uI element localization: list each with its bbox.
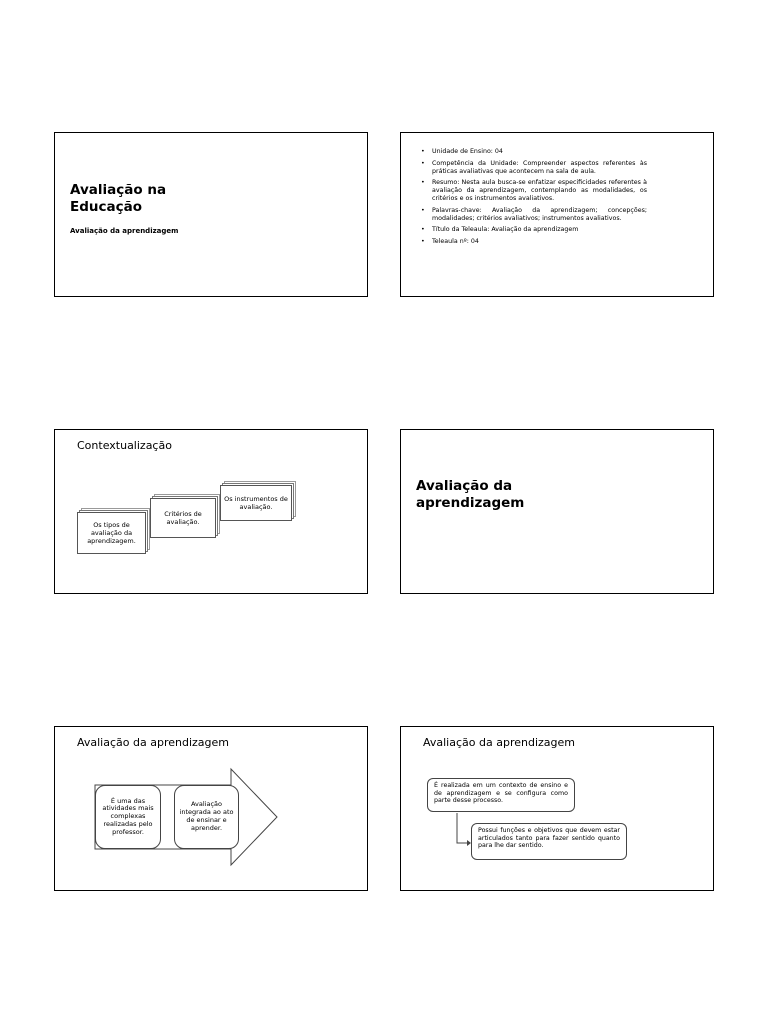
bullet-item: • Teleaula nº: 04 <box>421 238 647 246</box>
arrow-box-right: Avaliação integrada ao ato de ensinar e aprender. <box>174 785 239 849</box>
slide-5-title: Avaliação da aprendizagem <box>77 736 229 749</box>
bullet-item: • Título da Teleaula: Avaliação da aprendizagem <box>421 226 647 234</box>
slide-6-title: Avaliação da aprendizagem <box>423 736 575 749</box>
info-box-context: É realizada em um contexto de ensino e de aprendizagem e se configura como parte desse processo. <box>427 778 575 812</box>
slide-4 <box>400 429 714 594</box>
slide-1 <box>54 132 368 297</box>
bullet-item: • Competência da Unidade: Compreender aspectos referentes às práticas avaliativas que acontecem na sala de aula. <box>421 160 647 176</box>
bullet-item: • Unidade de Ensino: 04 <box>421 148 647 156</box>
slide-3-title: Contextualização <box>77 439 172 452</box>
slide-3 <box>54 429 368 594</box>
slide-4-title: Avaliação da aprendizagem <box>416 478 525 511</box>
slide-5 <box>54 726 368 891</box>
context-box-instruments: Os instrumentos de avaliação. <box>220 485 292 521</box>
context-box-criteria: Critérios de avaliação. <box>150 498 216 538</box>
bullet-item: • Palavras-chave: Avaliação da aprendizagem; concepções; modalidades; critérios avaliativos; instrumentos avaliativos. <box>421 207 647 223</box>
slide-2 <box>400 132 714 297</box>
context-box-types: Os tipos de avaliação da aprendizagem. <box>77 512 146 554</box>
slide-1-subtitle: Avaliação da aprendizagem <box>70 227 179 235</box>
slide-2-bullet-list <box>421 148 647 250</box>
slide-1-title: Avaliação na Educação <box>70 182 167 215</box>
slide-6 <box>400 726 714 891</box>
arrow-box-left: É uma das atividades mais complexas realizadas pelo professor. <box>95 785 161 849</box>
bullet-item: • Resumo: Nesta aula busca-se enfatizar especificidades referentes à avaliação da aprendizagem, contemplando as modalidades, os critérios e os instrumentos avaliativos. <box>421 179 647 202</box>
info-box-functions: Possui funções e objetivos que devem estar articulados tanto para fazer sentido quanto para lhe dar sentido. <box>471 823 627 860</box>
